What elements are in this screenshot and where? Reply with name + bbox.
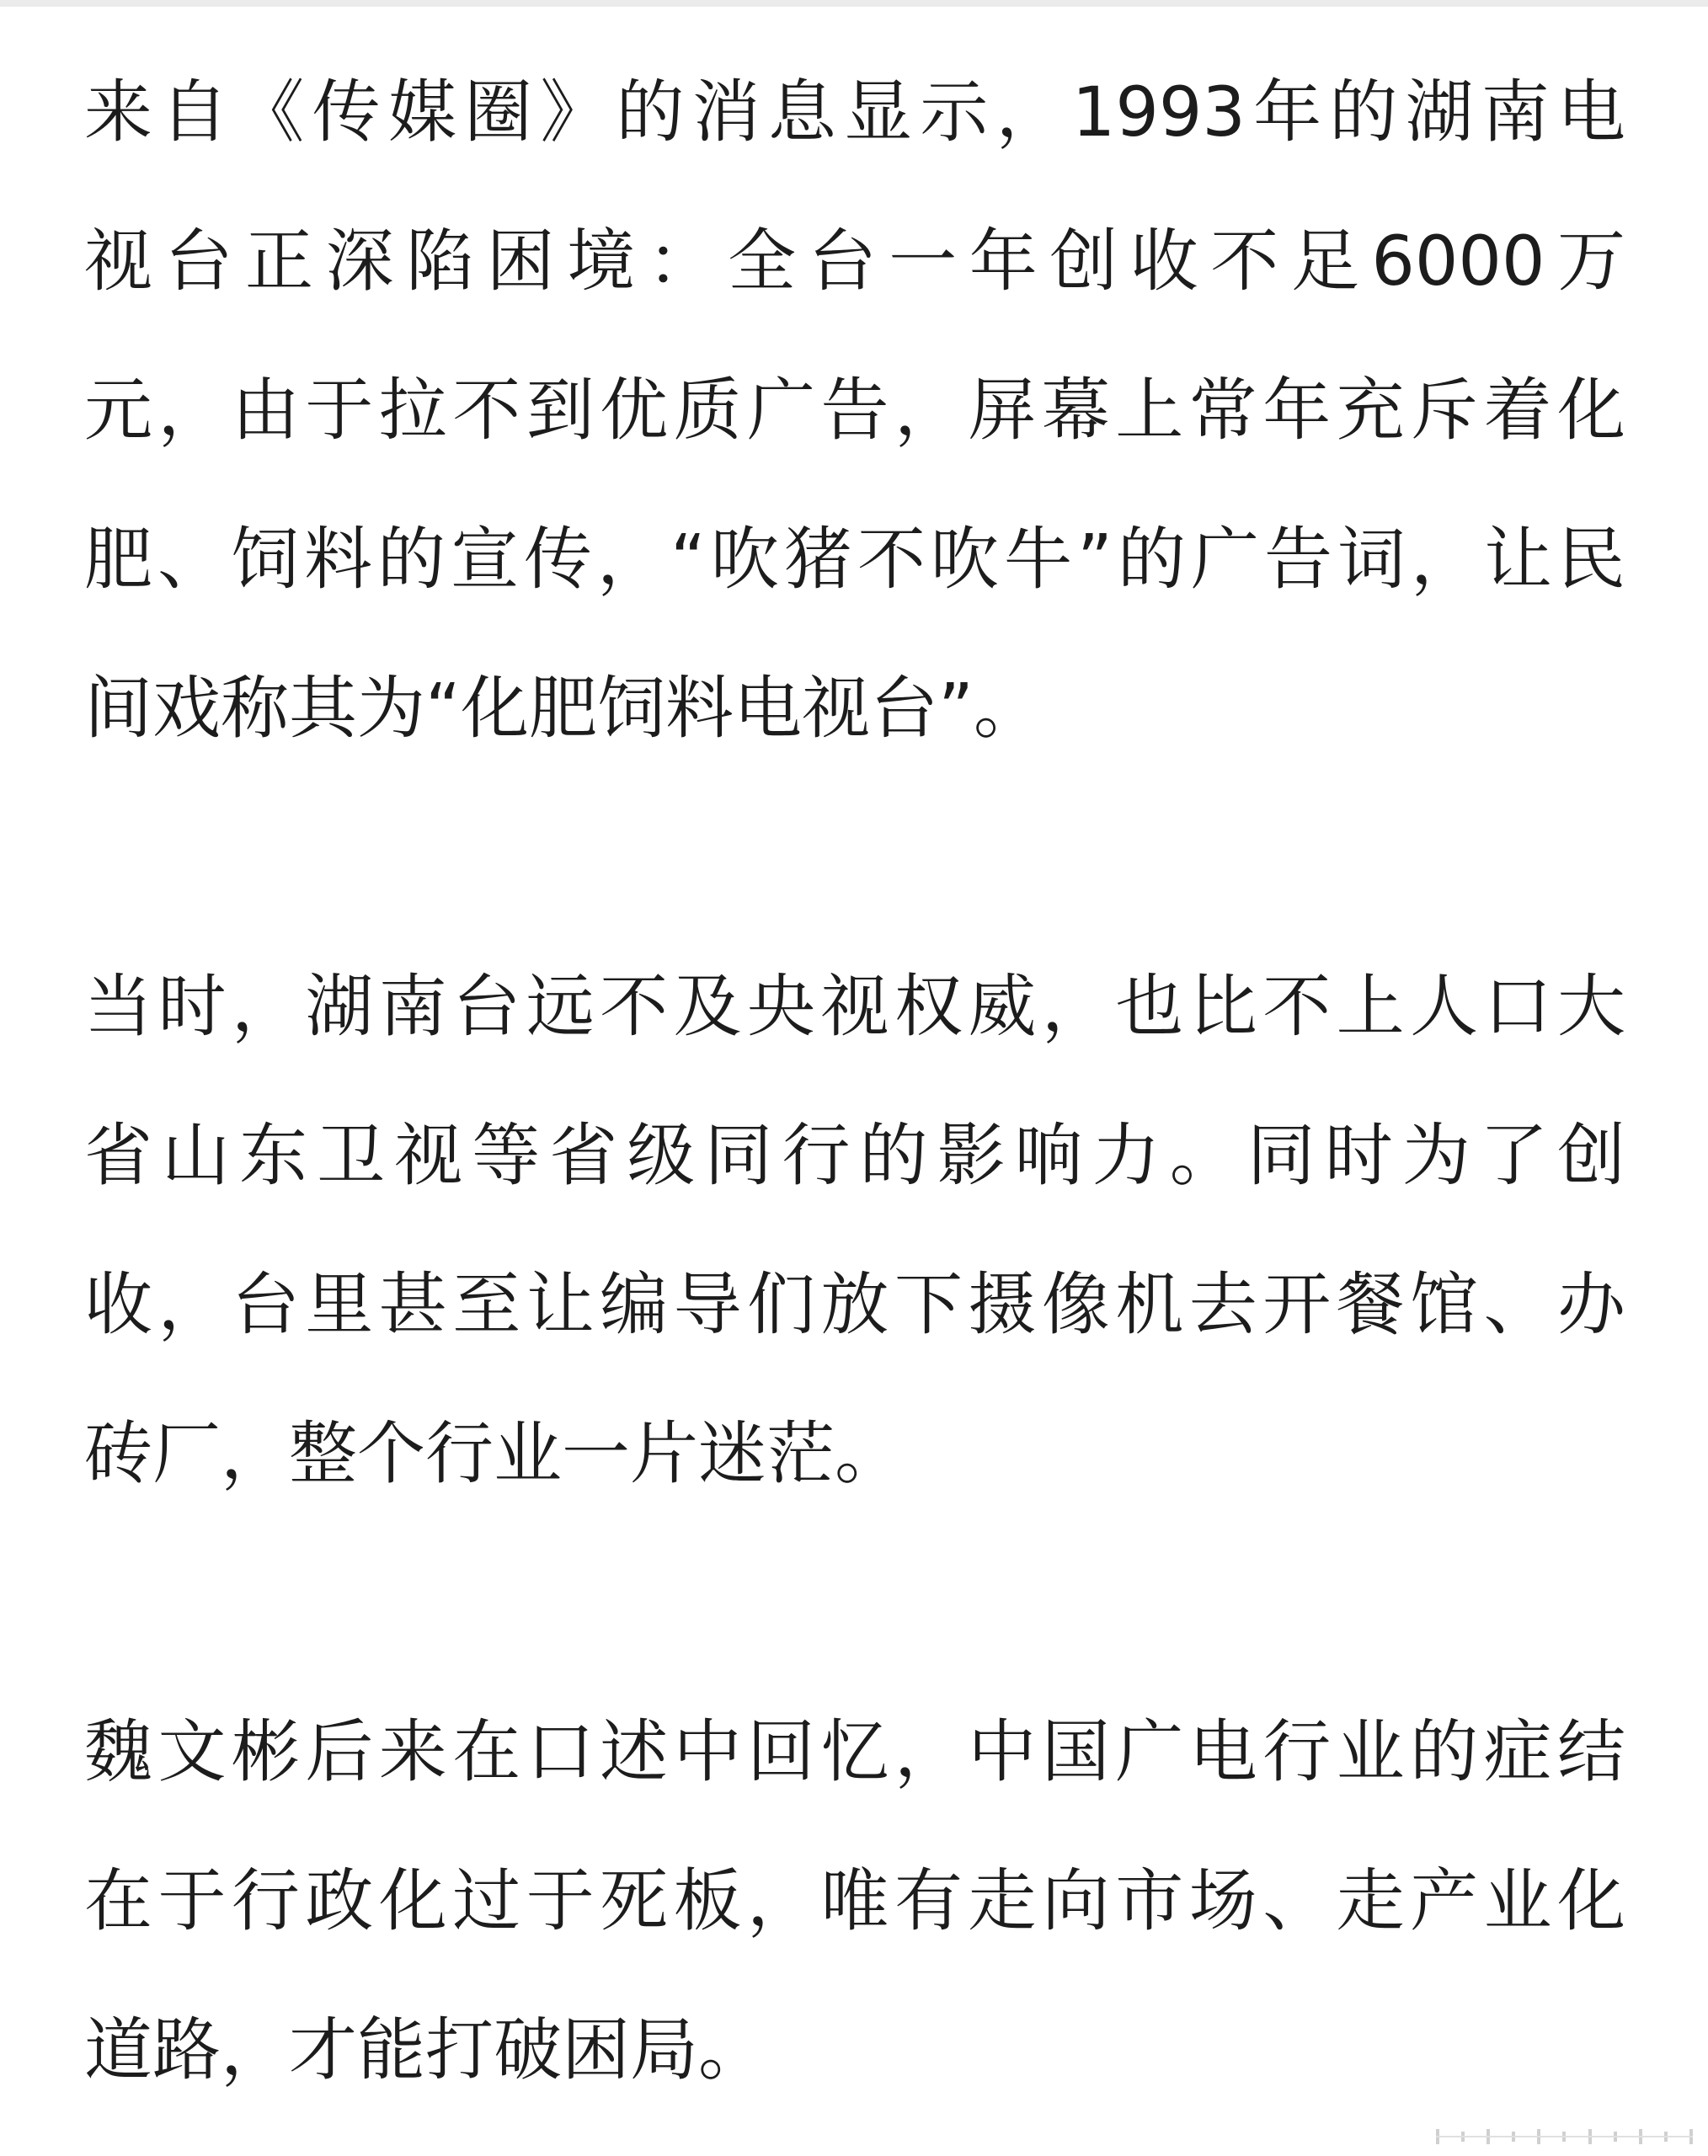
text-line: 在于行政化过于死板，唯有走向市场、走产业化 — [84, 1862, 1625, 1941]
paragraph-2 — [84, 933, 1625, 1529]
text-line: 收，台里甚至让编导们放下摄像机去开餐馆、办 — [84, 1266, 1625, 1345]
text-line: 间戏称其为“化肥饲料电视台”。 — [84, 670, 1042, 749]
text-line: 道路，才能打破困局。 — [84, 2011, 767, 2090]
text-line: 来自《传媒圈》的消息显示，1993年的湖南电 — [84, 73, 1625, 152]
watermark-mark — [1436, 2129, 1693, 2144]
article-body — [84, 39, 1625, 2126]
text-line: 当时，湖南台远不及央视权威，也比不上人口大 — [84, 968, 1625, 1047]
top-divider — [0, 0, 1708, 7]
paragraph-3 — [84, 1678, 1625, 2126]
text-line: 砖厂，整个行业一片迷茫。 — [84, 1415, 904, 1494]
text-line: 省山东卫视等省级同行的影响力。同时为了创 — [84, 1117, 1625, 1196]
paragraph-gap — [84, 1529, 1625, 1678]
text-line: 肥、饲料的宣传，“吹猪不吹牛”的广告词，让民 — [84, 520, 1625, 600]
text-line: 元，由于拉不到优质广告，屏幕上常年充斥着化 — [84, 371, 1625, 451]
text-line: 视台正深陷困境：全台一年创收不足6000万 — [84, 222, 1625, 302]
text-line: 魏文彬后来在口述中回忆，中国广电行业的症结 — [84, 1713, 1625, 1792]
paragraph-1 — [84, 39, 1625, 784]
paragraph-gap — [84, 784, 1625, 933]
watermark-bar — [1436, 2136, 1693, 2137]
